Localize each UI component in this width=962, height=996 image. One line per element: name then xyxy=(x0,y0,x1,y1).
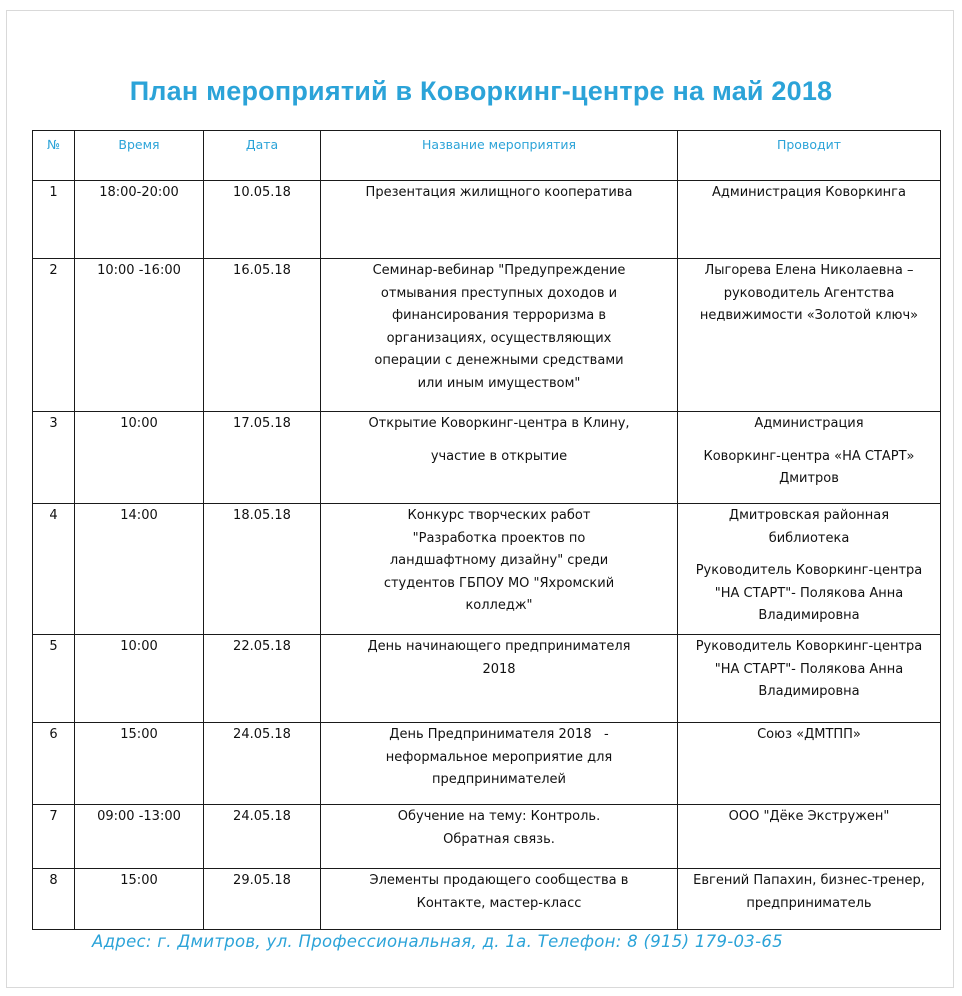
row-number: 8 xyxy=(33,869,75,930)
event-name-line: Открытие Коворкинг-центра в Клину, xyxy=(368,416,630,431)
row-event-name xyxy=(321,805,678,869)
event-name-line: финансирования терроризма в xyxy=(391,308,607,323)
header-event-name: Название мероприятия xyxy=(321,131,678,181)
event-name-line: операции с денежными средствами xyxy=(374,353,624,368)
host-line: недвижимости «Золотой ключ» xyxy=(699,308,919,323)
host-line: Руководитель Коворкинг-центра xyxy=(695,563,923,578)
row-time: 10:00 xyxy=(75,412,204,504)
row-time: 10:00 -16:00 xyxy=(75,259,204,412)
event-name-line: предпринимателей xyxy=(432,772,566,787)
row-time: 18:00-20:00 xyxy=(75,181,204,259)
row-event-name xyxy=(321,259,678,412)
host-line: Евгений Папахин, бизнес-тренер, xyxy=(693,873,925,888)
event-name-line: Контакте, мастер-класс xyxy=(416,895,582,911)
row-time: 14:00 xyxy=(75,504,204,635)
events-table xyxy=(32,130,941,930)
row-number: 4 xyxy=(33,504,75,635)
event-name-line: День начинающего предпринимателя xyxy=(367,639,631,654)
event-name-line: Презентация жилищного кооператива xyxy=(365,185,633,200)
table-row xyxy=(33,259,941,412)
table-row xyxy=(33,869,941,930)
row-number: 6 xyxy=(33,723,75,805)
row-date: 10.05.18 xyxy=(204,181,321,259)
event-name-line: отмывания преступных доходов и xyxy=(380,285,618,301)
event-name-line: Конкурс творческих работ xyxy=(407,508,591,523)
row-host xyxy=(678,259,941,412)
host-line: предприниматель xyxy=(746,895,872,911)
row-event-name xyxy=(321,412,678,504)
page-title: План мероприятий в Коворкинг-центре на май 2018 xyxy=(129,76,833,106)
event-name-line: Обратная связь. xyxy=(443,831,555,847)
row-event-name xyxy=(321,504,678,635)
event-name-line: 2018 xyxy=(482,661,516,677)
host-line: руководитель Агентства xyxy=(723,285,895,301)
row-time: 10:00 xyxy=(75,635,204,723)
table-row xyxy=(33,504,941,635)
row-date: 24.05.18 xyxy=(204,723,321,805)
event-name-line: участие в открытие xyxy=(430,448,568,464)
event-name-line: студентов ГБПОУ МО "Яхромский xyxy=(383,575,615,591)
row-number: 1 xyxy=(33,181,75,259)
host-line: Коворкинг-центра «НА СТАРТ» xyxy=(703,448,915,464)
event-name-line: Семинар-вебинар "Предупреждение xyxy=(372,263,626,278)
row-event-name xyxy=(321,635,678,723)
host-line: библиотека xyxy=(768,530,850,546)
row-time: 15:00 xyxy=(75,869,204,930)
event-name-line: "Разработка проектов по xyxy=(412,530,586,546)
host-line: Лыгорева Елена Николаевна – xyxy=(704,263,914,278)
event-name-line: неформальное мероприятие для xyxy=(385,749,613,765)
row-date: 22.05.18 xyxy=(204,635,321,723)
table-row xyxy=(33,412,941,504)
host-line: "НА СТАРТ"- Полякова Анна xyxy=(714,661,904,677)
host-line: Владимировна xyxy=(758,608,860,623)
row-number: 7 xyxy=(33,805,75,869)
host-line: Дмитров xyxy=(779,471,839,486)
row-number: 3 xyxy=(33,412,75,504)
header-host: Проводит xyxy=(678,131,941,181)
header-number: № xyxy=(33,131,75,181)
row-date: 18.05.18 xyxy=(204,504,321,635)
host-line: Администрация xyxy=(754,416,864,431)
event-name-line: колледж" xyxy=(465,598,533,613)
row-host xyxy=(678,504,941,635)
event-name-line: Элементы продающего сообщества в xyxy=(369,873,629,888)
host-line: ООО "Дёке Экстружен" xyxy=(728,809,890,824)
row-event-name xyxy=(321,869,678,930)
row-host xyxy=(678,723,941,805)
table-row xyxy=(33,635,941,723)
row-host xyxy=(678,805,941,869)
row-event-name xyxy=(321,723,678,805)
host-line: "НА СТАРТ"- Полякова Анна xyxy=(714,585,904,601)
event-name-line: или иным имуществом" xyxy=(417,375,581,391)
row-event-name xyxy=(321,181,678,259)
table-row xyxy=(33,181,941,259)
event-name-line: организациях, осуществляющих xyxy=(386,330,612,346)
row-time: 09:00 -13:00 xyxy=(75,805,204,869)
event-name-line: День Предпринимателя 2018 - xyxy=(389,727,609,742)
header-date: Дата xyxy=(204,131,321,181)
row-number: 5 xyxy=(33,635,75,723)
host-line: Владимировна xyxy=(758,684,860,699)
row-time: 15:00 xyxy=(75,723,204,805)
row-date: 29.05.18 xyxy=(204,869,321,930)
header-time: Время xyxy=(75,131,204,181)
row-host xyxy=(678,181,941,259)
event-name-line: Обучение на тему: Контроль. xyxy=(397,809,601,824)
row-date: 17.05.18 xyxy=(204,412,321,504)
table-row xyxy=(33,805,941,869)
row-host xyxy=(678,412,941,504)
table-row xyxy=(33,723,941,805)
host-line: Союз «ДМТПП» xyxy=(757,727,861,742)
table-header-row xyxy=(33,131,941,181)
host-line: Дмитровская районная xyxy=(728,508,890,523)
row-date: 16.05.18 xyxy=(204,259,321,412)
host-line: Администрация Коворкинга xyxy=(712,185,906,200)
address-footer: Адрес: г. Дмитров, ул. Профессиональная, д. 1а. Телефон: 8 (915) 179-03-65 xyxy=(92,932,783,951)
row-number: 2 xyxy=(33,259,75,412)
host-line: Руководитель Коворкинг-центра xyxy=(695,639,923,654)
event-name-line: ландшафтному дизайну" среди xyxy=(389,553,609,568)
row-date: 24.05.18 xyxy=(204,805,321,869)
row-host xyxy=(678,869,941,930)
row-host xyxy=(678,635,941,723)
